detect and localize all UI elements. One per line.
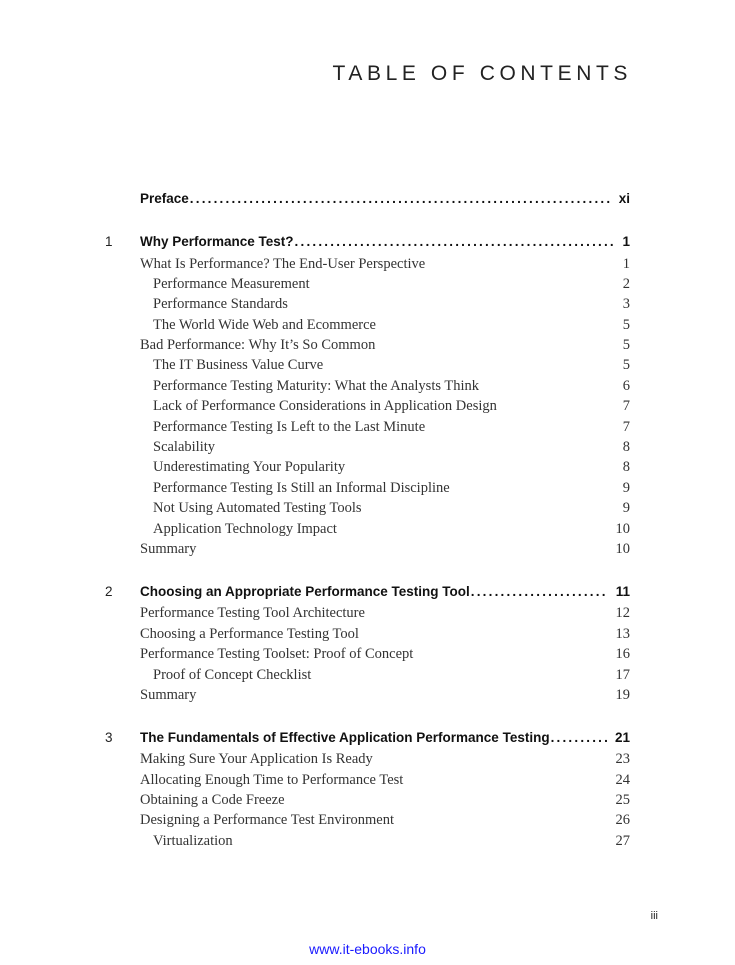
subsection-entry [153,665,630,685]
dot-leader [551,728,607,748]
section-title: Application Technology Impact [153,521,337,537]
page-title: TABLE OF CONTENTS [332,62,632,85]
section-page: 3 [622,296,630,312]
toc-section[interactable] [0,437,735,457]
toc-section[interactable] [0,294,735,314]
chapter-title: Why Performance Test? [140,234,294,249]
section-title: Proof of Concept Checklist [153,667,312,683]
section-page: 7 [622,419,630,435]
subsection-entry [153,831,630,851]
toc-chapter-1[interactable] [0,232,735,252]
chapter-number: 1 [105,234,113,249]
dot-leader [295,232,615,252]
section-title: Performance Measurement [153,276,310,292]
section-entry [140,254,630,274]
section-title: Performance Testing Is Still an Informal Discipline [153,480,450,496]
toc-section[interactable] [0,396,735,416]
section-page: 24 [615,772,630,788]
section-page: 2 [622,276,630,292]
section-entry [140,685,630,705]
section-page: 13 [615,626,630,642]
subsection-entry [153,437,630,457]
chapter-number: 2 [105,584,113,599]
section-page: 8 [622,439,630,455]
section-title: Not Using Automated Testing Tools [153,500,362,516]
chapter-title: The Fundamentals of Effective Application Performance Testing [140,730,550,745]
subsection-entry [153,355,630,375]
section-page: 23 [615,751,630,767]
section-page: 12 [615,605,630,621]
subsection-entry [153,294,630,314]
subsection-entry [153,478,630,498]
section-page: 7 [622,398,630,414]
toc-section[interactable] [0,790,735,810]
section-page: 1 [622,256,630,272]
dot-leader [190,189,611,209]
section-title: What Is Performance? The End-User Perspective [140,256,426,272]
footer-link[interactable]: www.it-ebooks.info [309,941,426,957]
section-title: Summary [140,687,197,703]
section-entry [140,770,630,790]
subsection-entry [153,519,630,539]
chapter-page: 11 [615,584,630,599]
section-entry [140,749,630,769]
toc-section[interactable] [0,335,735,355]
section-title: Performance Testing Is Left to the Last Minute [153,419,426,435]
section-title: Performance Testing Toolset: Proof of Concept [140,646,414,662]
dot-leader [471,582,608,602]
toc-chapter-2[interactable] [0,582,735,602]
page-number: iii [650,910,658,922]
section-title: The IT Business Value Curve [153,357,324,373]
chapter-number: 3 [105,730,113,745]
toc-section[interactable] [0,603,735,623]
subsection-entry [153,396,630,416]
section-page: 27 [615,833,630,849]
section-title: Lack of Performance Considerations in Application Design [153,398,497,414]
section-page: 10 [615,521,630,537]
toc-section[interactable] [0,376,735,396]
section-entry [140,810,630,830]
toc-preface[interactable] [0,189,735,209]
section-page: 17 [615,667,630,683]
section-entry [140,335,630,355]
section-title: Scalability [153,439,216,455]
section-page: 26 [615,812,630,828]
section-title: Allocating Enough Time to Performance Test [140,772,404,788]
section-page: 6 [622,378,630,394]
section-title: Obtaining a Code Freeze [140,792,285,808]
subsection-entry [153,376,630,396]
section-entry [140,624,630,644]
toc-section[interactable] [0,355,735,375]
toc-section[interactable] [0,685,735,705]
section-page: 5 [622,357,630,373]
chapter-page: 21 [614,730,630,745]
toc-section[interactable] [0,810,735,830]
section-page: 5 [622,317,630,333]
section-page: 9 [622,480,630,496]
section-page: 19 [615,687,630,703]
section-page: 16 [615,646,630,662]
section-title: Choosing a Performance Testing Tool [140,626,359,642]
toc-section[interactable] [0,417,735,437]
subsection-entry [153,315,630,335]
section-title: Summary [140,541,197,557]
toc-section[interactable] [0,831,735,851]
toc-section[interactable] [0,498,735,518]
subsection-entry [153,457,630,477]
preface-entry [140,189,630,209]
preface-page: xi [618,191,630,206]
subsection-entry [153,417,630,437]
section-title: Bad Performance: Why It’s So Common [140,337,376,353]
section-entry [140,644,630,664]
section-title: Virtualization [153,833,233,849]
section-page: 5 [622,337,630,353]
preface-title: Preface [140,191,189,206]
section-entry [140,539,630,559]
section-title: Performance Testing Maturity: What the Analysts Think [153,378,479,394]
section-page: 8 [622,459,630,475]
section-title: Underestimating Your Popularity [153,459,346,475]
toc-section[interactable] [0,315,735,335]
section-title: Making Sure Your Application Is Ready [140,751,373,767]
toc-section[interactable] [0,665,735,685]
toc-section[interactable] [0,624,735,644]
toc-section[interactable] [0,274,735,294]
chapter-title: Choosing an Appropriate Performance Testing Tool [140,584,470,599]
toc-section[interactable] [0,770,735,790]
section-page: 25 [615,792,630,808]
section-title: Designing a Performance Test Environment [140,812,395,828]
toc-section[interactable] [0,457,735,477]
chapter-entry [140,232,630,252]
section-title: Performance Testing Tool Architecture [140,605,365,621]
toc-section[interactable] [0,254,735,274]
toc-chapter-3[interactable] [0,728,735,748]
section-title: Performance Standards [153,296,288,312]
section-title: The World Wide Web and Ecommerce [153,317,376,333]
section-page: 9 [622,500,630,516]
section-entry [140,790,630,810]
toc-section[interactable] [0,749,735,769]
toc-section[interactable] [0,519,735,539]
toc-section[interactable] [0,478,735,498]
section-entry [140,603,630,623]
toc-section[interactable] [0,539,735,559]
chapter-page: 1 [622,234,630,249]
chapter-entry [140,728,630,748]
chapter-entry [140,582,630,602]
section-page: 10 [615,541,630,557]
subsection-entry [153,274,630,294]
subsection-entry [153,498,630,518]
toc-section[interactable] [0,644,735,664]
